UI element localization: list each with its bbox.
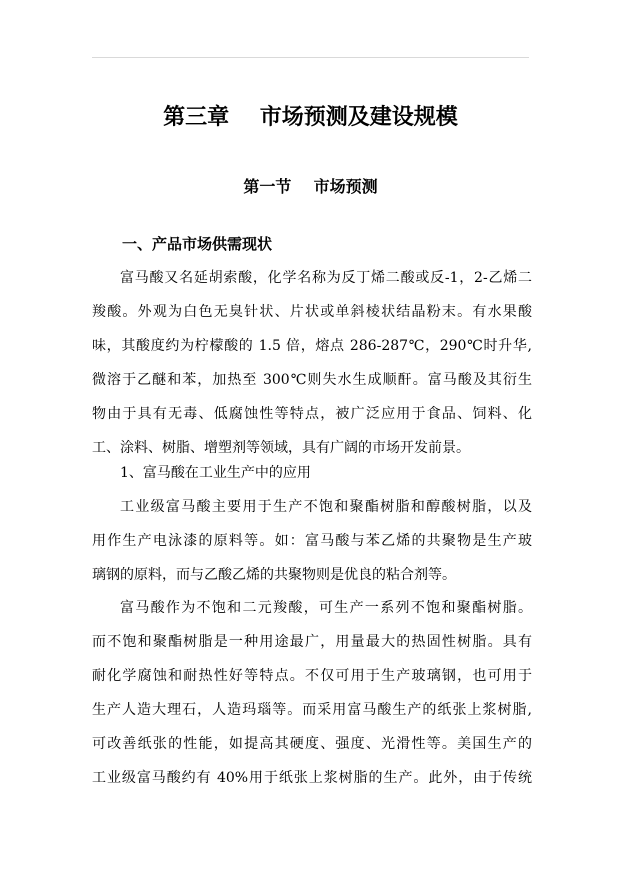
paragraph-line: 生产人造大理石，人造玛瑙等。而采用富马酸生产的纸张上浆树脂, — [92, 702, 532, 718]
header-rule — [92, 57, 529, 58]
paragraph-line: 富马酸作为不饱和二元羧酸，可生产一系列不饱和聚酯树脂。 — [120, 600, 532, 616]
paragraph-3 — [92, 591, 532, 795]
subsection-title: 一、产品市场供需现状 — [122, 235, 273, 253]
paragraph-line: 羧酸。外观为白色无臭针状、片状或单斜棱状结晶粉末。有水果酸 — [92, 304, 532, 320]
chapter-title: 第三章 市场预测及建设规模 — [163, 104, 458, 130]
paragraph-line: 微溶于乙醚和苯，加热至 300℃则失水生成顺酐。富马酸及其衍生 — [92, 372, 532, 388]
paragraph-line: 工业级富马酸约有 40%用于纸张上浆树脂的生产。此外，由于传统 — [92, 770, 532, 786]
paragraph-line: 而不饱和聚酯树脂是一种用途最广，用量最大的热固性树脂。具有 — [92, 634, 532, 650]
paragraph-line: 物由于具有无毒、低腐蚀性等特点，被广泛应用于食品、饲料、化 — [92, 406, 532, 422]
paragraph-line: 璃钢的原料，而与乙酸乙烯的共聚物则是优良的粘合剂等。 — [92, 567, 456, 583]
paragraph-1 — [92, 261, 532, 465]
paragraph-line: 富马酸又名延胡索酸，化学名称为反丁烯二酸或反-1，2-乙烯二 — [120, 270, 532, 286]
paragraph-line: 用作生产电泳漆的原料等。如：富马酸与苯乙烯的共聚物是生产玻 — [92, 533, 532, 549]
paragraph-line: 耐化学腐蚀和耐热性好等特点。不仅可用于生产玻璃钢，也可用于 — [92, 668, 532, 684]
paragraph-2 — [92, 490, 532, 592]
paragraph-line: 味，其酸度约为柠檬酸的 1.5 倍，熔点 286-287℃，290℃时升华, — [92, 338, 532, 354]
paragraph-line: 工业级富马酸主要用于生产不饱和聚酯树脂和醇酸树脂，以及 — [120, 499, 532, 515]
paragraph-line: 可改善纸张的性能，如提高其硬度、强度、光滑性等。美国生产的 — [92, 736, 532, 752]
paragraph-line: 工、涂料、树脂、增塑剂等领域，具有广阔的市场开发前景。 — [92, 440, 470, 456]
section-title: 第一节 市场预测 — [243, 177, 378, 196]
item-heading: 1、富马酸在工业生产中的应用 — [120, 465, 311, 481]
